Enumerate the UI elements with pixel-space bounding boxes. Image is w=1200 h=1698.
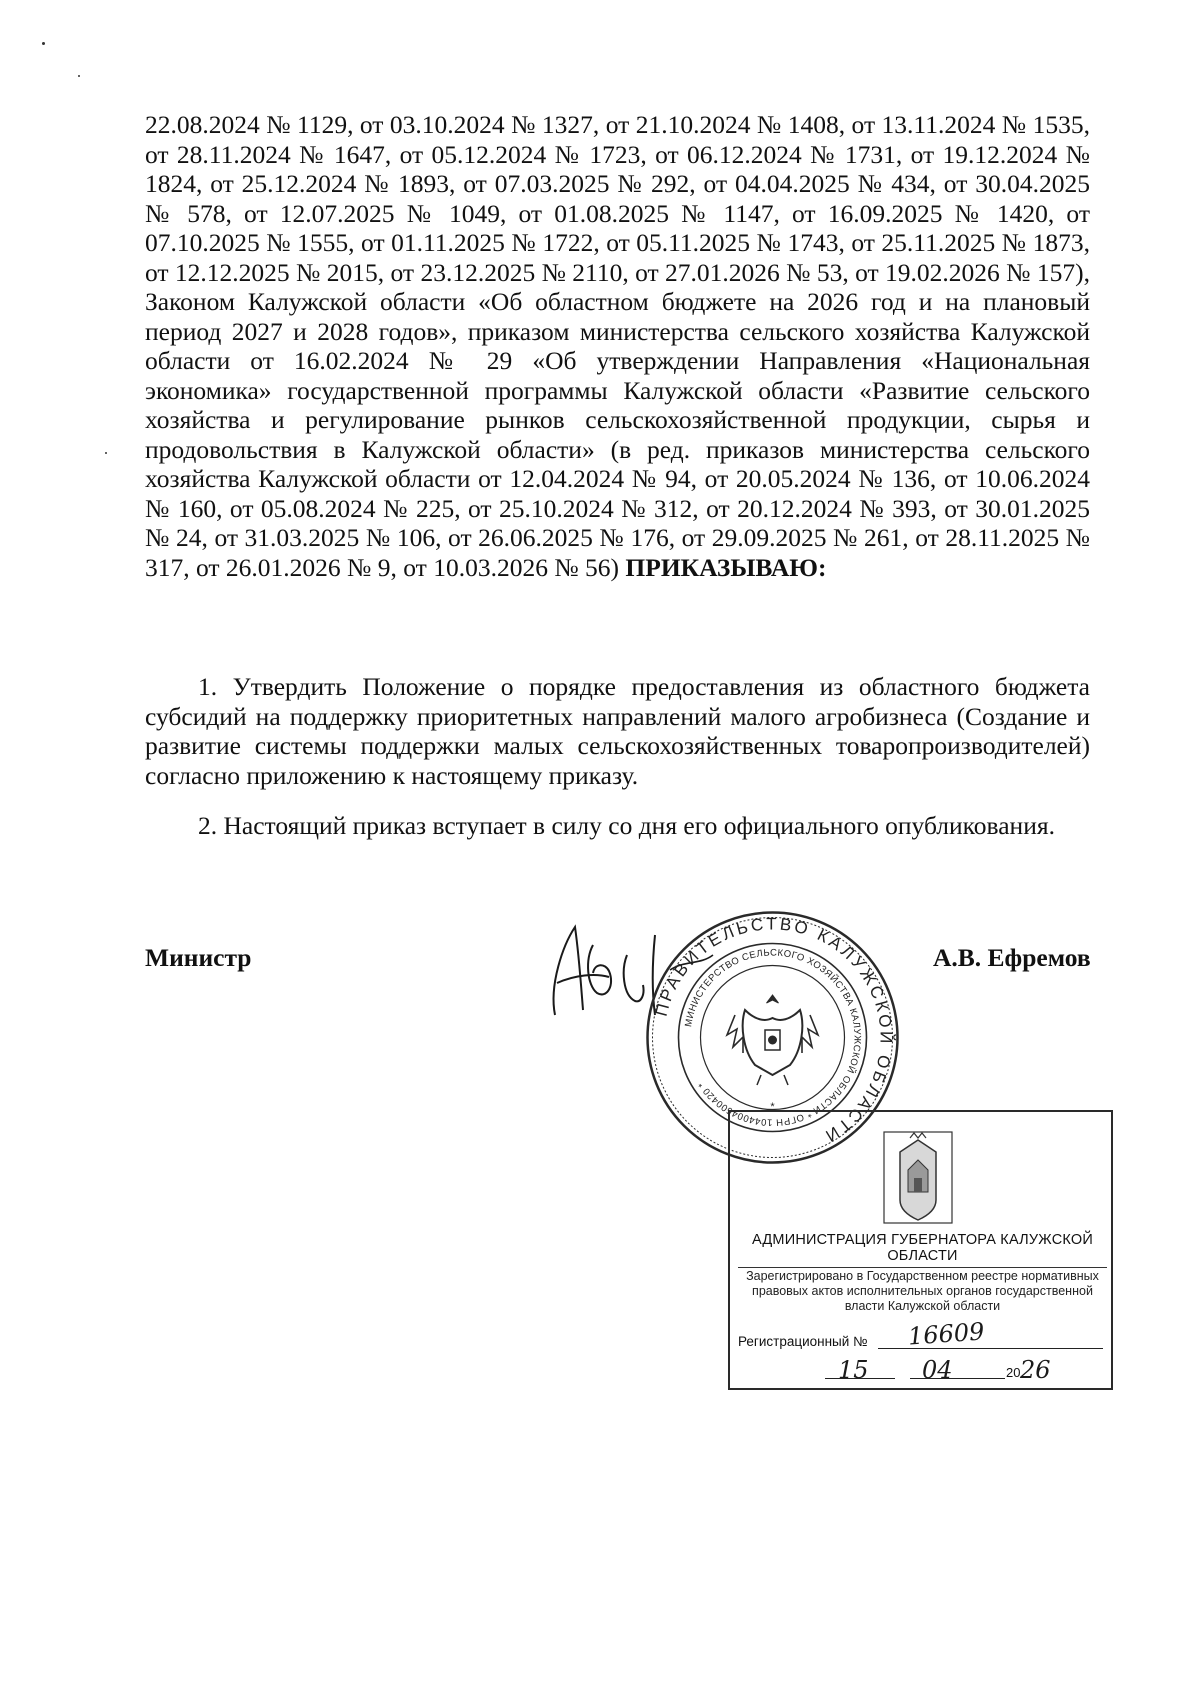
coat-of-arms-icon — [882, 1130, 954, 1225]
eagle-emblem-icon — [727, 995, 818, 1085]
registration-text: Зарегистрировано в Государственном реестре нормативных правовых актов исполнительных органов государственной власти Калужской области — [746, 1269, 1099, 1313]
signatory-title: Министр — [145, 943, 252, 972]
registration-header: АДМИНИСТРАЦИЯ ГУБЕРНАТОРА КАЛУЖСКОЙ ОБЛАСТИ — [738, 1232, 1107, 1268]
registration-date-day: 15 — [838, 1356, 869, 1384]
registration-date-year-suffix: 26 — [1020, 1356, 1051, 1384]
seal-inner-text: МИНИСТЕРСТВО СЕЛЬСКОГО ХОЗЯЙСТВА КАЛУЖСКОЙ ОБЛАСТИ * ОГРН 1044004600420 * — [683, 947, 863, 1128]
registration-number-label: Регистрационный № — [738, 1334, 868, 1349]
registration-date-year-prefix: 20 — [1006, 1365, 1021, 1380]
registration-number-value: 16609 — [907, 1317, 986, 1351]
signatory-name: А.В. Ефремов — [933, 943, 1091, 972]
scan-speck — [105, 452, 107, 454]
seal-outer-text: ПРАВИТЕЛЬСТВО КАЛУЖСКОЙ ОБЛАСТИ — [651, 914, 896, 1147]
registration-stamp — [728, 1110, 1113, 1390]
order-word: ПРИКАЗЫВАЮ: — [625, 552, 827, 582]
body-text — [145, 110, 1090, 582]
registration-date-month: 04 — [922, 1356, 953, 1384]
main-paragraph — [145, 110, 1090, 582]
scan-speck — [42, 42, 45, 45]
scan-speck — [78, 75, 80, 77]
order-item-1: 1. Утвердить Положение о порядке предоставления из областного бюджета субсидий на поддержку приоритетных направлений малого агробизнеса (Создание и развитие системы поддержки малых сельскохозяйственных товаропроизводителей) согласно приложению к настоящему приказу. — [145, 672, 1090, 790]
svg-text:*: * — [770, 1101, 775, 1113]
legal-basis-text: 22.08.2024 № 1129, от 03.10.2024 № 1327, от 21.10.2024 № 1408, от 13.11.2024 № 1535, от 28.11.2024 № 1647, от 05.12.2024 № 1723, от 06.12.2024 № 1731, от 19.12.2024 № 1824, от 25.12.2024 № 1893, от 07.03.2025 № 292, от 04.04.2025 № 434, от 30.04.2025 № 578, от 12.07.2025 № 1049, от 01.08.2025 № 1147, от 16.09.2025 № 1420, от 07.10.2025 № 1555, от 01.11.2025 № 1722, от 05.11.2025 № 1743, от 25.11.2025 № 1873, от 12.12.2025 № 2015, от 23.12.2025 № 2110, от 27.01.2026 № 53, от 19.02.2026 № 157), Законом Калужской области «Об областном бюджете на 2026 год и на плановый период 2027 и 2028 годов», приказом министерства сельского хозяйства Калужской области от 16.02.2024 № 29 «Об утверждении Направления «Национальная экономика» государственной программы Калужской области «Развитие сельского хозяйства и регулирование рынков сельскохозяйственной продукции, сырья и продовольствия в Калужской области» (в ред. приказов министерства сельского хозяйства Калужской области от 12.04.2024 № 94, от 20.05.2024 № 136, от 10.06.2024 № 160, от 05.08.2024 № 225, от 25.10.2024 № 312, от 20.12.2024 № 393, от 30.01.2025 № 24, от 31.03.2025 № 106, от 26.06.2025 № 176, от 29.09.2025 № 261, от 28.11.2025 № 317, от 26.01.2026 № 9, от 10.03.2026 № 56) — [145, 110, 1090, 582]
order-item-2: 2. Настоящий приказ вступает в силу со дня его официального опубликования. — [198, 811, 1055, 840]
